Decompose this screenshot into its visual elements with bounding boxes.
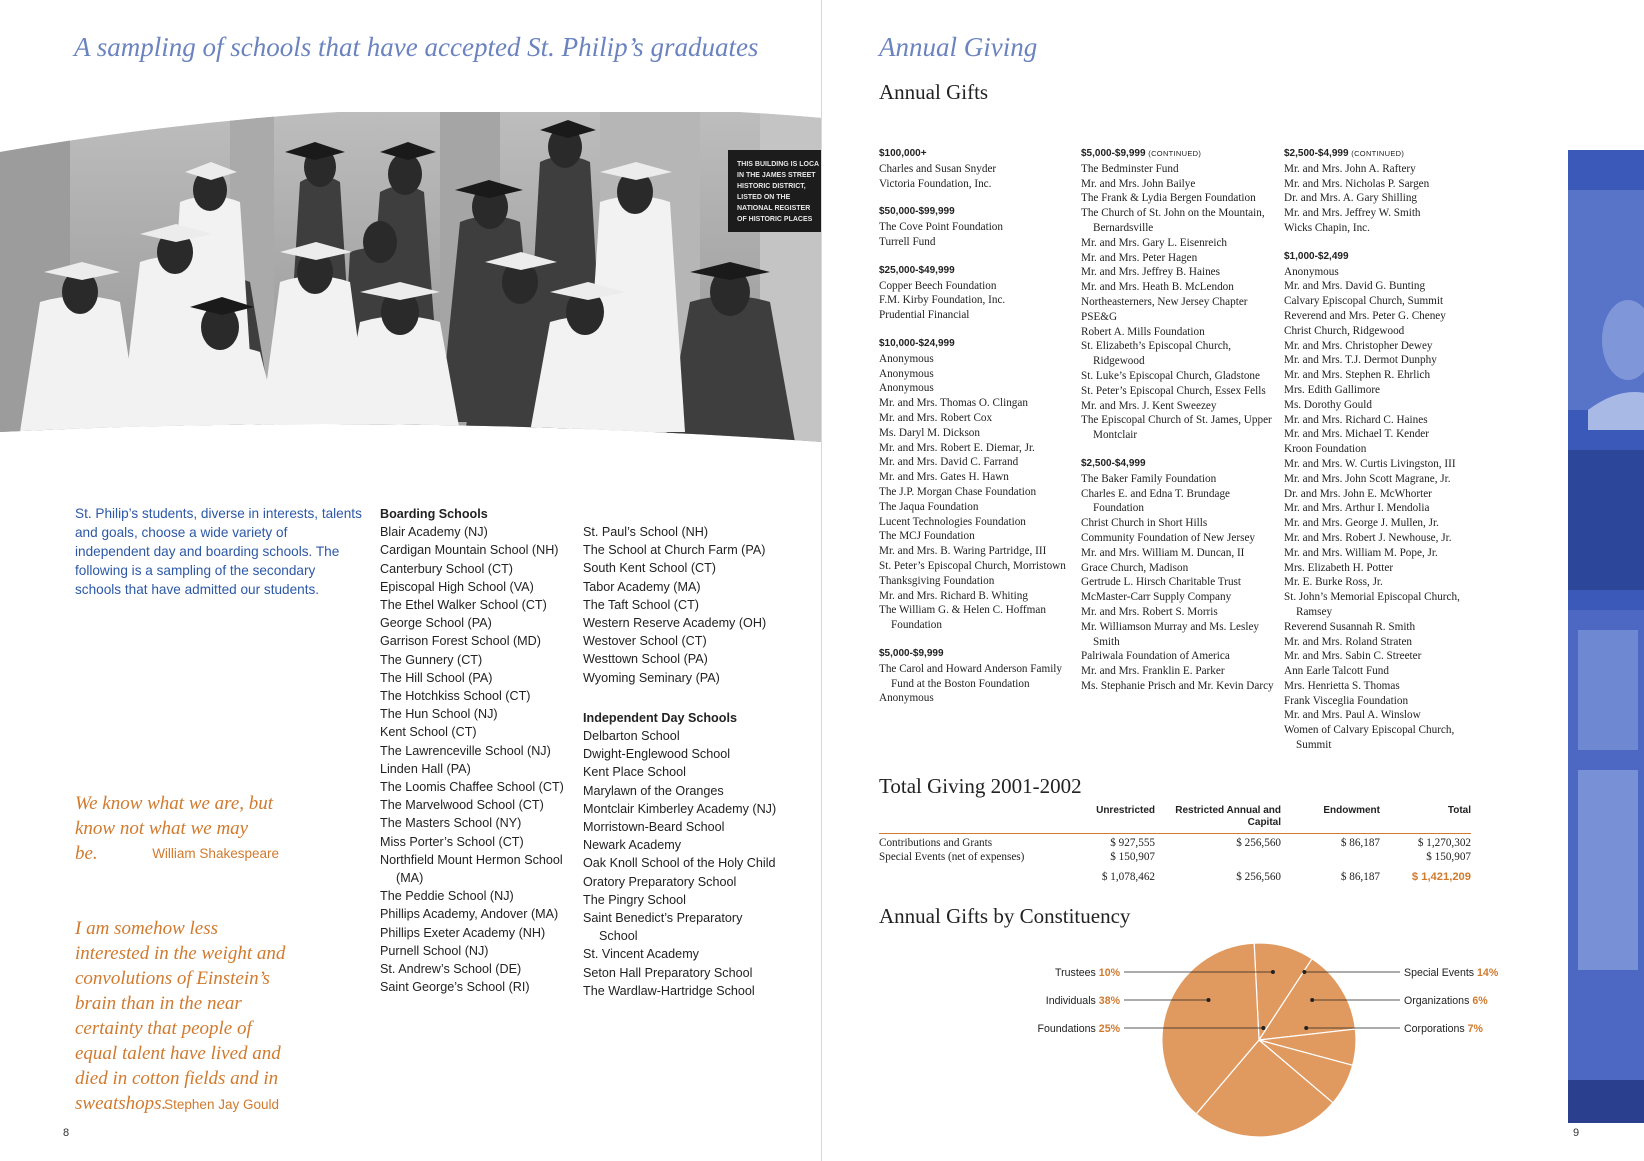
school-list-item: Tabor Academy (MA) — [583, 579, 701, 594]
donor-name: Lucent Technologies Foundation — [879, 515, 1026, 528]
gift-column-1 — [879, 147, 1075, 706]
donor-name: Mr. and Mrs. Christopher Dewey — [1284, 339, 1433, 352]
donor-name: The MCJ Foundation — [879, 530, 975, 543]
school-list-item: Miss Porter’s School (CT) — [380, 834, 524, 849]
donor-name: Women of Calvary Episcopal Church, Summit — [1284, 724, 1455, 752]
school-list-item: Oratory Preparatory School — [583, 874, 737, 889]
pie-value-label: 14% — [1477, 967, 1499, 979]
pie-value-label: 25% — [1098, 1023, 1120, 1035]
intro-paragraph: St. Philip’s students, diverse in interests, talents and goals, choose a wide variety of independent day and boarding schools. The following is a sampling of the secondary schools that have admitted our students. — [75, 506, 362, 597]
donor-name: St. Luke’s Episcopal Church, Gladstone — [1081, 369, 1260, 382]
gift-column-2 — [1081, 147, 1277, 694]
pie-leader-dot — [1271, 970, 1275, 974]
boarding-schools-column-2 — [583, 523, 783, 1000]
donor-name: The Cove Point Foundation — [879, 221, 1003, 234]
donor-name: Mr. and Mrs. T.J. Dermot Dunphy — [1284, 354, 1437, 367]
school-list-item: The Hill School (PA) — [380, 670, 493, 685]
pie-leader-dot — [1206, 998, 1210, 1002]
photo-sign-line: IN THE JAMES STREET — [737, 172, 816, 179]
pie-value-label: 6% — [1472, 995, 1488, 1007]
gift-band-label: $50,000-$99,999 — [879, 206, 955, 218]
giving-cell: $ 86,187 — [1340, 837, 1380, 849]
school-list-item: Marylawn of the Oranges — [583, 783, 724, 798]
donor-name: The Carol and Howard Anderson Family Fund at the Boston Foundation — [879, 662, 1063, 690]
donor-name: Mrs. Elizabeth H. Potter — [1284, 561, 1394, 574]
donor-name: The Episcopal Church of St. James, Upper Montclair — [1081, 414, 1272, 442]
total-giving-table — [879, 805, 1471, 885]
donor-name: Mr. and Mrs. Richard C. Haines — [1284, 413, 1428, 426]
donor-name: Mr. and Mrs. Arthur I. Mendolia — [1284, 502, 1430, 515]
donor-name: Mr. and Mrs. Jeffrey W. Smith — [1284, 207, 1421, 220]
school-list-item: The School at Church Farm (PA) — [583, 543, 766, 558]
donor-name: Mr. and Mrs. David G. Bunting — [1284, 280, 1426, 293]
gift-band-heading — [879, 647, 1075, 662]
school-list-item: Garrison Forest School (MD) — [380, 634, 541, 649]
donor-name: Mr. and Mrs. George J. Mullen, Jr. — [1284, 517, 1439, 530]
gift-band-heading — [1284, 250, 1480, 265]
giving-cell: $ 1,078,462 — [1101, 871, 1155, 883]
school-list-item: Morristown-Beard School — [583, 820, 725, 835]
school-list-item: The Gunnery (CT) — [380, 652, 483, 667]
annual-gifts-heading: Annual Gifts — [879, 80, 989, 104]
donor-name: Mr. and Mrs. Robert S. Morris — [1081, 605, 1218, 618]
school-list-item: St. Andrew’s School (DE) — [380, 962, 522, 977]
school-list-item: The Wardlaw-Hartridge School — [583, 983, 755, 998]
school-list-item: The Hun School (NJ) — [380, 707, 498, 722]
giving-cell: $ 1,270,302 — [1417, 837, 1471, 849]
col-header-endowment: Endowment — [1323, 805, 1380, 816]
school-list-item: Westtown School (PA) — [583, 652, 708, 667]
donor-name: The Baker Family Foundation — [1081, 472, 1217, 485]
page-title-schools: A sampling of schools that have accepted St. Philip’s graduates — [74, 32, 759, 62]
giving-cell: $ 150,907 — [1426, 851, 1471, 863]
donor-name: Victoria Foundation, Inc. — [879, 177, 992, 190]
gift-group-spacer — [879, 323, 1075, 337]
gift-band-label: $1,000-$2,499 — [1284, 250, 1349, 262]
donor-name: Mr. and Mrs. John A. Raftery — [1284, 162, 1416, 175]
pie-leader-dot — [1304, 1026, 1308, 1030]
pie-label-foundations: Foundations 25% — [1037, 1023, 1120, 1035]
donor-name: Mrs. Edith Gallimore — [1284, 383, 1381, 396]
pie-label-organizations: Organizations 6% — [1404, 995, 1488, 1007]
school-list-item: Wyoming Seminary (PA) — [583, 670, 720, 685]
gift-band-label: $2,500-$4,999 — [1081, 457, 1146, 469]
school-list-item: Seton Hall Preparatory School — [583, 965, 753, 980]
donor-name: Mr. and Mrs. Paul A. Winslow — [1284, 709, 1421, 722]
donor-name: Mr. and Mrs. William M. Pope, Jr. — [1284, 546, 1438, 559]
school-list-item: Phillips Exeter Academy (NH) — [380, 925, 546, 940]
donor-name: Charles E. and Edna T. Brundage Foundation — [1081, 487, 1231, 515]
donor-name: Wicks Chapin, Inc. — [1284, 221, 1370, 234]
pie-leader-dot — [1261, 1026, 1265, 1030]
school-list-item: Cardigan Mountain School (NH) — [380, 543, 559, 558]
donor-name: Gertrude L. Hirsch Charitable Trust — [1081, 576, 1242, 589]
donor-name: Ms. Daryl M. Dickson — [879, 426, 980, 439]
boarding-schools-heading: Boarding Schools — [380, 507, 488, 521]
donor-name: St. Peter’s Episcopal Church, Morristown — [879, 559, 1066, 572]
donor-name: Mr. and Mrs. Gary L. Eisenreich — [1081, 236, 1228, 249]
donor-name: Frank Visceglia Foundation — [1284, 694, 1409, 707]
donor-name: Palriwala Foundation of America — [1081, 650, 1230, 663]
giving-row-label: Special Events (net of expenses) — [879, 851, 1025, 863]
donor-name: Ms. Stephanie Prisch and Mr. Kevin Darcy — [1081, 679, 1274, 692]
school-list-item: Newark Academy — [583, 838, 681, 853]
constituency-pie-chart — [1002, 930, 1499, 1130]
photo-sign-line: THIS BUILDING IS LOCA — [737, 161, 820, 168]
donor-name: Mr. and Mrs. Stephen R. Ehrlich — [1284, 369, 1431, 382]
donor-name: Turrell Fund — [879, 235, 936, 248]
gift-band-heading — [1284, 147, 1480, 162]
school-list-item: Saint George’s School (RI) — [380, 980, 530, 995]
giving-cell: $ 150,907 — [1110, 851, 1155, 863]
table-rule — [879, 833, 1471, 834]
school-list-item: The Loomis Chaffee School (CT) — [380, 780, 564, 795]
pie-leader-dot — [1310, 998, 1314, 1002]
donor-name: Mr. and Mrs. Heath B. McLendon — [1081, 281, 1234, 294]
donor-name: Mr. and Mrs. B. Waring Partridge, III — [879, 545, 1047, 558]
donor-name: Calvary Episcopal Church, Summit — [1284, 295, 1444, 308]
donor-name: Mr. and Mrs. David C. Farrand — [879, 456, 1019, 469]
donor-name: Mr. and Mrs. J. Kent Sweezey — [1081, 399, 1217, 412]
school-list-item: The Hotchkiss School (CT) — [380, 689, 531, 704]
donor-name: St. John’s Memorial Episcopal Church, Ramsey — [1284, 591, 1460, 618]
page-title-annual-giving: Annual Giving — [879, 32, 1038, 62]
photo-sign-line: NATIONAL REGISTER — [737, 205, 811, 212]
gift-column-3 — [1284, 147, 1480, 753]
gift-band-label: $10,000-$24,999 — [879, 337, 955, 349]
donor-name: Mr. and Mrs. William M. Duncan, II — [1081, 546, 1245, 559]
donor-name: Mr. E. Burke Ross, Jr. — [1284, 576, 1383, 589]
gift-group-spacer — [879, 191, 1075, 205]
donor-name: Christ Church in Short Hills — [1081, 517, 1208, 530]
school-list-item: Northfield Mount Hermon School (MA) — [380, 852, 563, 886]
donor-name: Prudential Financial — [879, 309, 970, 322]
school-list-item: South Kent School (CT) — [583, 561, 716, 576]
pie-label-individuals: Individuals 38% — [1045, 995, 1120, 1007]
school-list-item: Phillips Academy, Andover (MA) — [380, 907, 559, 922]
school-list-item: The Taft School (CT) — [583, 597, 699, 612]
school-list-item: Westover School (CT) — [583, 634, 707, 649]
donor-name: Mr. and Mrs. Richard B. Whiting — [879, 589, 1028, 602]
school-list-item: St. Vincent Academy — [583, 947, 699, 962]
donor-name: Copper Beech Foundation — [879, 279, 997, 292]
quote-gould: I am somehow less interested in the weight and convolutions of Einstein’s brain than in the near certainty that people of equal talent have lived and died in cotton fields and in sweatshops. — [75, 918, 286, 1114]
donor-name: Dr. and Mrs. A. Gary Shilling — [1284, 192, 1418, 205]
donor-name: Ms. Dorothy Gould — [1284, 398, 1372, 411]
photo-sign-line: LISTED ON THE — [737, 194, 791, 201]
donor-name: Anonymous — [879, 352, 934, 365]
donor-name: Mr. and Mrs. Nicholas P. Sargen — [1284, 177, 1430, 190]
school-list-item: The Lawrenceville School (NJ) — [380, 743, 551, 758]
school-list-item: Dwight-Englewood School — [583, 747, 731, 762]
donor-name: Ann Earle Talcott Fund — [1284, 665, 1389, 678]
quote-gould-author: Stephen Jay Gould — [164, 1097, 279, 1112]
gift-band-label: $5,000-$9,999 — [1081, 148, 1146, 159]
donor-name: St. Elizabeth’s Episcopal Church, Ridgewood — [1081, 340, 1232, 368]
donor-name: Mr. Williamson Murray and Ms. Lesley Smith — [1081, 620, 1260, 648]
pie-label-corporations: Corporations 7% — [1404, 1023, 1483, 1035]
donor-name: St. Peter’s Episcopal Church, Essex Fells — [1081, 384, 1266, 397]
pie-leader-dot — [1302, 970, 1306, 974]
school-list-item: The Ethel Walker School (CT) — [380, 598, 547, 613]
gift-band-heading — [879, 205, 1075, 220]
donor-name: Community Foundation of New Jersey — [1081, 531, 1256, 544]
donor-name: Mr. and Mrs. Roland Straten — [1284, 635, 1413, 648]
donor-name: The Bedminster Fund — [1081, 162, 1179, 175]
building-facade-photo — [1568, 150, 1644, 1123]
donor-name: The Frank & Lydia Bergen Foundation — [1081, 192, 1256, 205]
pie-chart-heading: Annual Gifts by Constituency — [879, 904, 1131, 928]
donor-name: The J.P. Morgan Chase Foundation — [879, 485, 1037, 498]
donor-name: Mr. and Mrs. Gates H. Hawn — [879, 471, 1009, 484]
school-list-item: Saint Benedict’s Preparatory School — [583, 911, 743, 944]
giving-cell: $ 86,187 — [1340, 871, 1380, 883]
school-list-item: Montclair Kimberley Academy (NJ) — [583, 801, 777, 816]
school-list-item: Purnell School (NJ) — [380, 943, 489, 958]
school-list-item: Blair Academy (NJ) — [380, 525, 488, 540]
school-list-item: The Peddie School (NJ) — [380, 889, 514, 904]
school-list-item: The Marvelwood School (CT) — [380, 798, 544, 813]
giving-cell: $ 256,560 — [1236, 871, 1281, 883]
school-list-item: Linden Hall (PA) — [380, 761, 471, 776]
donor-name: Mr. and Mrs. Franklin E. Parker — [1081, 665, 1225, 678]
donor-name: Mr. and Mrs. Sabin C. Streeter — [1284, 650, 1422, 663]
gift-group-spacer — [1284, 236, 1480, 250]
boarding-schools-column-1 — [380, 505, 580, 996]
pie-value-label: 10% — [1098, 967, 1120, 979]
school-list-item: Kent Place School — [583, 765, 686, 780]
gift-group-spacer — [879, 633, 1075, 647]
day-schools-heading: Independent Day Schools — [583, 710, 737, 725]
donor-name: Anonymous — [879, 692, 934, 705]
gift-band-label: $5,000-$9,999 — [879, 647, 944, 659]
donor-name: Northeasterners, New Jersey Chapter — [1081, 295, 1248, 308]
graduates-photo — [0, 112, 822, 472]
giving-cell: $ 927,555 — [1110, 837, 1155, 849]
col-header-total: Total — [1447, 805, 1471, 816]
school-list-item: Episcopal High School (VA) — [380, 579, 534, 594]
school-list-item: Western Reserve Academy (OH) — [583, 616, 767, 631]
pie-value-label: 38% — [1098, 995, 1120, 1007]
pie-label-special-events: Special Events 14% — [1404, 967, 1499, 979]
quote-shakespeare-author: William Shakespeare — [152, 846, 279, 861]
donor-name: Mr. and Mrs. Robert Cox — [879, 411, 993, 424]
donor-name: McMaster-Carr Supply Company — [1081, 591, 1232, 604]
donor-name: The Church of St. John on the Mountain, Bernardsville — [1081, 207, 1265, 234]
giving-row-label: Contributions and Grants — [879, 837, 993, 849]
donor-name: PSE&G — [1081, 310, 1118, 323]
school-list-item: The Pingry School — [583, 892, 686, 907]
donor-name: Mrs. Henrietta S. Thomas — [1284, 679, 1400, 692]
donor-name: Mr. and Mrs. W. Curtis Livingston, III — [1284, 457, 1456, 470]
school-list-item: The Masters School (NY) — [380, 816, 522, 831]
donor-name: Mr. and Mrs. John Bailye — [1081, 177, 1196, 190]
page-number-left: 8 — [63, 1127, 70, 1139]
photo-sign-line: HISTORIC DISTRICT, — [737, 183, 806, 190]
donor-name: The William G. & Helen C. Hoffman Foundation — [879, 604, 1046, 632]
donor-name: Mr. and Mrs. Robert E. Diemar, Jr. — [879, 441, 1035, 454]
gift-band-continued: (CONTINUED) — [1148, 149, 1202, 158]
donor-name: Thanksgiving Foundation — [879, 574, 995, 587]
school-list-item: St. Paul’s School (NH) — [583, 525, 709, 539]
gift-band-heading — [879, 264, 1075, 279]
total-giving-heading: Total Giving 2001-2002 — [879, 774, 1082, 798]
page-number-right: 9 — [1573, 1127, 1580, 1139]
donor-name: Anonymous — [879, 382, 934, 395]
donor-name: The Jaqua Foundation — [879, 500, 979, 513]
giving-cell: $ 256,560 — [1236, 837, 1281, 849]
pie-value-label: 7% — [1467, 1023, 1483, 1035]
donor-name: Mr. and Mrs. Michael T. Kender — [1284, 428, 1429, 441]
giving-cell: $ 1,421,209 — [1411, 871, 1471, 883]
right-page — [822, 0, 1644, 1161]
donor-name: Dr. and Mrs. John E. McWhorter — [1284, 487, 1432, 500]
gift-band-label: $100,000+ — [879, 148, 927, 159]
pie-label-trustees: Trustees 10% — [1055, 967, 1120, 979]
donor-name: Christ Church, Ridgewood — [1284, 324, 1405, 337]
donor-name: Mr. and Mrs. Robert J. Newhouse, Jr. — [1284, 531, 1452, 544]
gift-band-heading — [1081, 457, 1277, 472]
donor-name: Charles and Susan Snyder — [879, 162, 997, 175]
donor-name: Mr. and Mrs. John Scott Magrane, Jr. — [1284, 472, 1451, 485]
donor-name: Mr. and Mrs. Jeffrey B. Haines — [1081, 266, 1220, 279]
gift-band-continued: (CONTINUED) — [1351, 149, 1405, 158]
school-list-item: George School (PA) — [380, 616, 492, 631]
donor-name: Anonymous — [879, 367, 934, 380]
school-list-item: Delbarton School — [583, 729, 680, 744]
gift-band-heading — [879, 337, 1075, 352]
photo-sign-line: OF HISTORIC PLACES — [737, 216, 813, 223]
gift-group-spacer — [879, 250, 1075, 264]
donor-name: Mr. and Mrs. Peter Hagen — [1081, 251, 1198, 264]
gift-band-label: $25,000-$49,999 — [879, 264, 955, 276]
donor-name: Anonymous — [1284, 265, 1339, 278]
school-list-item: Kent School (CT) — [380, 725, 477, 740]
donor-name: Mr. and Mrs. Thomas O. Clingan — [879, 397, 1028, 410]
gift-group-spacer — [1081, 443, 1277, 457]
donor-name: Robert A. Mills Foundation — [1081, 325, 1205, 338]
col-header-unrestricted: Unrestricted — [1096, 805, 1155, 816]
donor-name: Reverend and Mrs. Peter G. Cheney — [1284, 309, 1446, 322]
school-list-item: Oak Knoll School of the Holy Child — [583, 856, 776, 871]
donor-name: Reverend Susannah R. Smith — [1284, 620, 1416, 633]
donor-name: Grace Church, Madison — [1081, 561, 1189, 574]
quote-shakespeare: We know what we are, but know not what we may be. — [75, 793, 274, 864]
donor-name: F.M. Kirby Foundation, Inc. — [879, 294, 1006, 307]
gift-band-heading — [1081, 147, 1277, 162]
gift-band-heading — [879, 147, 1075, 162]
gift-band-label: $2,500-$4,999 — [1284, 148, 1349, 159]
school-list-item: Canterbury School (CT) — [380, 561, 513, 576]
col-header-restricted: Restricted Annual and Capital — [1175, 805, 1281, 828]
donor-name: Kroon Foundation — [1284, 443, 1367, 456]
